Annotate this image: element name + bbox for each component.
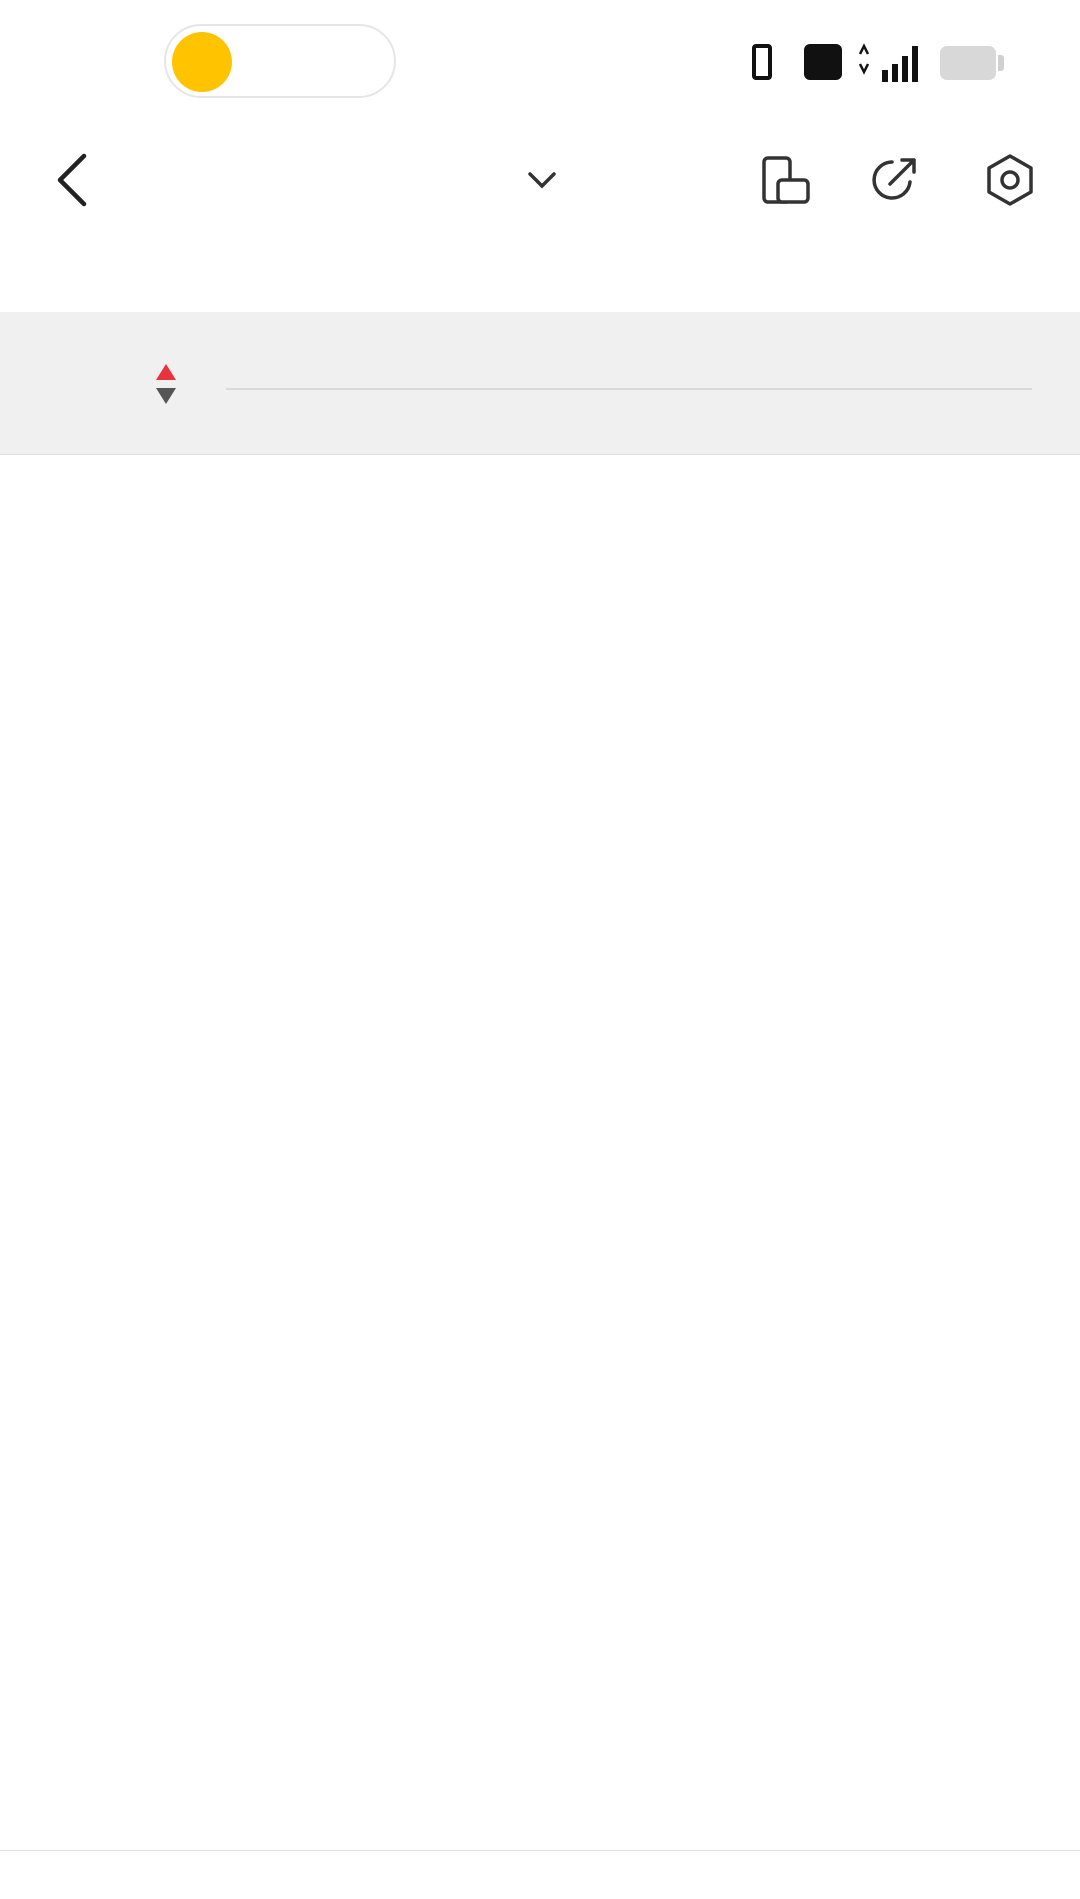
digit-column-headers: [224, 388, 1032, 454]
hd-icon: [804, 44, 842, 80]
share-icon[interactable]: [866, 152, 922, 208]
table-header: [0, 312, 1080, 455]
rotate-screen-icon[interactable]: [758, 152, 814, 208]
sort-icon[interactable]: [154, 362, 178, 406]
settings-gear-icon[interactable]: [982, 152, 1038, 208]
battery-tip: [998, 55, 1004, 71]
signal-icon: [856, 40, 928, 84]
meituan-logo: [172, 32, 232, 92]
trend-table: [0, 312, 1080, 1850]
group-distribution-title: [226, 320, 1032, 390]
live-activity-pill[interactable]: [164, 24, 396, 98]
battery-icon: [940, 46, 996, 80]
vibrate-icon: [752, 44, 772, 80]
back-arrow-icon[interactable]: [52, 152, 92, 208]
table-body: [0, 454, 1080, 1850]
period-column-header[interactable]: [0, 312, 214, 454]
chevron-down-icon[interactable]: [524, 162, 560, 198]
annotation-toolbar: [0, 1850, 1080, 1899]
status-bar: [0, 0, 1080, 120]
battery-level: [940, 46, 996, 80]
